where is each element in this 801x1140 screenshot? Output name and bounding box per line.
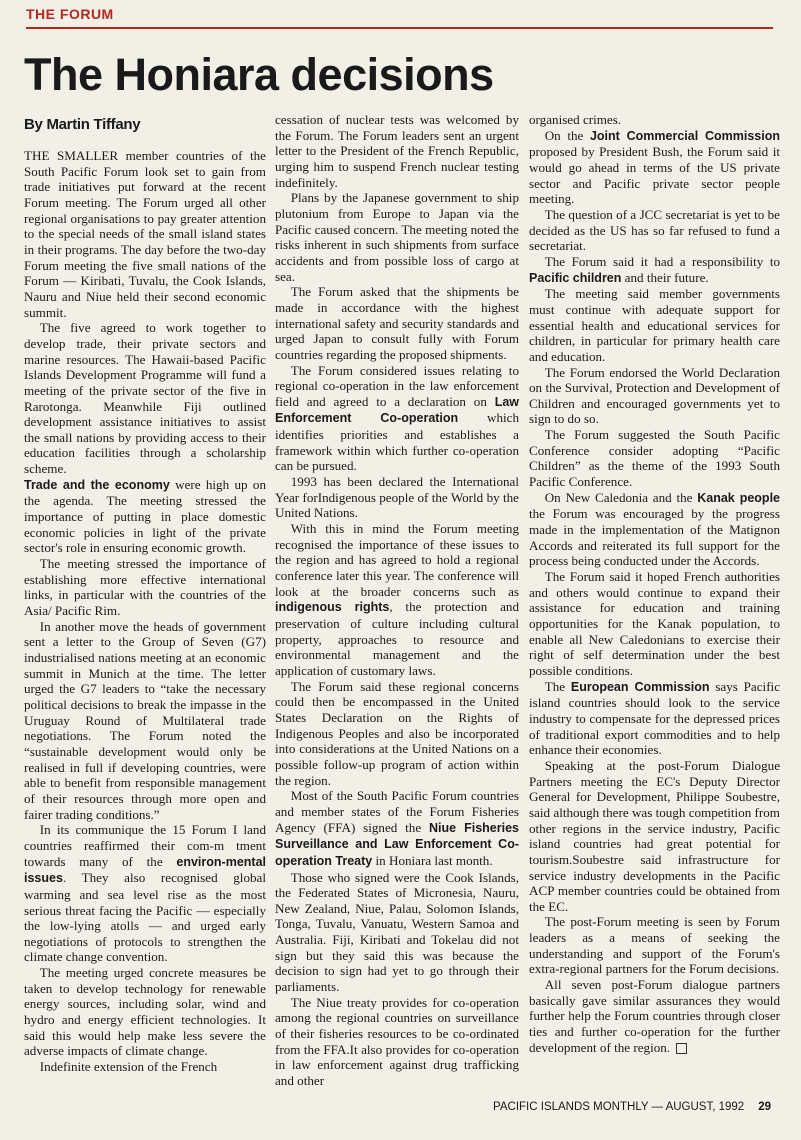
paragraph: The meeting stressed the importance of establishing more effective international links, in particular with the countries of the Asia/ Pacific Rim. bbox=[24, 556, 266, 619]
paragraph-text: The bbox=[544, 678, 571, 694]
bold-term: Joint Commercial Commission bbox=[589, 128, 781, 143]
paragraph: The meeting said member governments must continue with adequate support for essential health and educational services for children, in particular for primary health care and education. bbox=[529, 286, 780, 364]
bold-term: European Commission bbox=[570, 679, 710, 694]
paragraph-text: the Forum was encouraged by the progress made in the implementation of the Matignon Accords and reiterated its full support for the process being conducted under the Accords. bbox=[529, 506, 780, 569]
paragraph: The five agreed to work together to develop trade, their private sectors and marine resources. The Hawaii-based Pacific Islands Development Programme will fund a meeting of the private sector of the five in Rarotonga. Meanwhile Fiji outlined development assistance initiatives to assist the small nations by providing access to their education facilities through a scholarship scheme. bbox=[24, 320, 266, 477]
header-rule bbox=[26, 27, 773, 29]
paragraph-text: . They also recognised global warming and sea level rise as the most serious threat facing the Pacific — especially the low-lying atolls — and urged early negotiations of protocols to strengthen the climate change convention. bbox=[24, 870, 266, 965]
column-2 bbox=[275, 112, 519, 1089]
paragraph: The meeting urged concrete measures be taken to develop technology for renewable energy sources, including solar, wind and hydro and energy efficient technologies. It said this would help make less severe the adverse impacts of climate change. bbox=[24, 965, 266, 1059]
paragraph-text: and their future. bbox=[621, 269, 709, 285]
bold-term: Niue Fisheries Surveillance and Law Enforcement Co-operation Treaty bbox=[275, 820, 520, 868]
page-number: 29 bbox=[758, 1101, 771, 1113]
paragraph-text: On the bbox=[544, 127, 590, 143]
paragraph: organised crimes. bbox=[529, 112, 622, 127]
bold-term: Kanak people bbox=[697, 490, 780, 505]
paragraph: The Forum said it hoped French authorities and others would continue to expand their assistance for education and training opportunities for the Kanak population, to enable all New Caledonians to exercise their right of self determination under the best possible conditions. bbox=[529, 569, 780, 678]
publication-line: PACIFIC ISLANDS MONTHLY — AUGUST, 1992 bbox=[493, 1101, 745, 1113]
paragraph: cessation of nuclear tests was welcomed by the Forum. The Forum leaders sent an urgent letter to the President of the French Republic, urging him to suspend French nuclear testing indefinitely. bbox=[275, 112, 519, 190]
bold-term: indigenous rights bbox=[275, 600, 390, 615]
page-footer bbox=[493, 1101, 771, 1113]
paragraph: The Forum said these regional concerns could then be encompassed in the United States Declaration on the Rights of Indigenous Peoples and also be incorporated into considerations at the United Nations on a possible follow-up program of action within the region. bbox=[275, 678, 519, 788]
paragraph: Those who signed were the Cook Islands, the Federated States of Micronesia, Nauru, New Zealand, Niue, Palau, Solomon Islands, Tonga, Tuvalu, Vanuatu, Western Samoa and Australia. Fiji, Kiribati and Tokelau did not sign but they said this was because the decision to sign had yet to go through their parliaments. bbox=[275, 869, 519, 995]
paragraph: The question of a JCC secretariat is yet to be decided as the US has so far refused to fund a secretariat. bbox=[529, 206, 780, 254]
paragraph bbox=[529, 679, 780, 758]
paragraph bbox=[275, 788, 519, 869]
paragraph: Speaking at the post-Forum Dialogue Partners meeting the EC's Deputy Director General for Development, Philippe Soubestre, said although there was tough competition from other regions in the service industry, Pacific island countries had great potential for tourism.Soubestre said infrastructure for service industry developments in the Pacific ACP member countries could be obtained from the EC. bbox=[529, 757, 780, 914]
paragraph: The Forum asked that the shipments be made in accordance with the highest international safety and security standards and urged Japan to consult fully with Forum countries regarding the proposed shipments. bbox=[275, 284, 519, 362]
paragraph bbox=[529, 490, 780, 569]
paragraph bbox=[529, 128, 780, 207]
paragraph-text: The Forum considered issues relating to regional co-operation in the law enforcement field and agreed to a declaration on bbox=[275, 362, 519, 409]
paragraph-text: proposed by President Bush, the Forum said it would go ahead in terms of the US private sector and Pacific private sector people meeting. bbox=[529, 144, 780, 207]
paragraph-text: With this in mind the Forum meeting recognised the importance of these issues to the region and has agreed to hold a regional conference later this year. The conference will look at the broader concerns such as bbox=[275, 521, 519, 599]
paragraph bbox=[24, 822, 266, 965]
paragraph-text: On New Caledonia and the bbox=[544, 489, 698, 505]
paragraph: The post-Forum meeting is seen by Forum leaders as a means of seeking the understanding and support of the Forum's extra-regional partners for the Forum decisions. bbox=[529, 914, 780, 977]
paragraph-text: says Pacific island countries should look to the service industry to compensate for the depressed prices of traditional export commodities and to help enhance their economies. bbox=[529, 678, 781, 758]
end-mark-icon bbox=[676, 1043, 687, 1054]
bold-term: Trade and the economy bbox=[24, 477, 170, 492]
paragraph-text: All seven post-Forum dialogue partners basically gave similar assurances they would further help the Forum countries through closer ties and further co-operation for the further development of the region. bbox=[529, 977, 780, 1055]
byline: By Martin Tiffany bbox=[24, 116, 141, 133]
paragraph bbox=[275, 363, 519, 475]
paragraph bbox=[529, 254, 780, 286]
paragraph-text: The Forum said it had a responsibility to bbox=[544, 253, 780, 269]
paragraph-text: which identifies priorities and establishes a framework within which further co-operation can be pursued. bbox=[275, 410, 519, 474]
paragraph: Plans by the Japanese government to ship plutonium from Europe to Japan via the Pacific caused concern. The meeting noted the risks inherent in such shipments from surface accidents and from possible loss of cargo at sea. bbox=[275, 190, 519, 284]
section-tag: THE FORUM bbox=[26, 6, 114, 22]
paragraph bbox=[529, 977, 780, 1055]
paragraph: Indefinite extension of the French bbox=[39, 1059, 218, 1075]
paragraph-text: in Honiara last month. bbox=[372, 852, 493, 868]
paragraph: The Forum suggested the South Pacific Conference consider adopting “Pacific Children” as the theme of the 1993 South Pacific Conference. bbox=[529, 427, 780, 490]
paragraph-text: Most of the South Pacific Forum countries and member states of the Forum Fisheries Agency (FFA) signed the bbox=[275, 788, 519, 835]
bold-term: Law Enforcement Co-operation bbox=[275, 394, 519, 426]
paragraph: In another move the heads of government sent a letter to the Group of Seven (G7) industrialised nations meeting at an economic summit in Munich at the time. The letter urged the G7 leaders to “take the necessary political decisions to break the impasse in the Uruguay Round of Multilateral trade negotiations. The Forum noted the “sustainable development would only be realised in full if developing countries, were able to benefit from responsible management of their resources through more open and fairer trading conditions.” bbox=[24, 618, 266, 822]
paragraph: THE SMALLER member countries of the South Pacific Forum look set to gain from trade initiatives put forward at the recent Forum meeting. The Forum urged all other regional organisations to pay greater attention to the special needs of the small island states in their programs. The day before the two-day Forum meeting the five small nations of the Forum — Kiribati, Tuvalu, the Cook Islands, Nauru and Niue held their second economic summit. bbox=[24, 148, 266, 320]
column-3 bbox=[529, 112, 780, 1055]
paragraph: 1993 has been declared the International Year forIndigenous people of the World by the United Nations. bbox=[275, 474, 519, 521]
paragraph: The Forum endorsed the World Declaration on the Survival, Protection and Development of Children and encouraged governments yet to sign to do so. bbox=[529, 364, 780, 427]
paragraph bbox=[24, 477, 266, 556]
article-headline: The Honiara decisions bbox=[24, 49, 494, 100]
paragraph-text: In its communique the 15 Forum I land countries reaffirmed their com-m tment towards many of the bbox=[24, 822, 266, 869]
bold-term: environ-mental issues bbox=[24, 854, 266, 886]
paragraph: The Niue treaty provides for co-operation among the regional countries on surveillance of their fisheries resources to be co-ordinated from the FFA.It also provides for co-operation in law enforcement against drug trafficking and other bbox=[275, 994, 519, 1089]
paragraph-text: , the protection and preservation of culture including cultural property, approaches to resource and environmental management and the application of customary laws. bbox=[275, 599, 519, 678]
column-1 bbox=[24, 112, 266, 1075]
paragraph-text: were high up on the agenda. The meeting stressed the importance of putting in place domestic economic policies in light of the private sector's role in ensuring economic growth. bbox=[24, 476, 266, 556]
paragraph bbox=[275, 521, 519, 679]
bold-term: Pacific children bbox=[529, 270, 622, 285]
